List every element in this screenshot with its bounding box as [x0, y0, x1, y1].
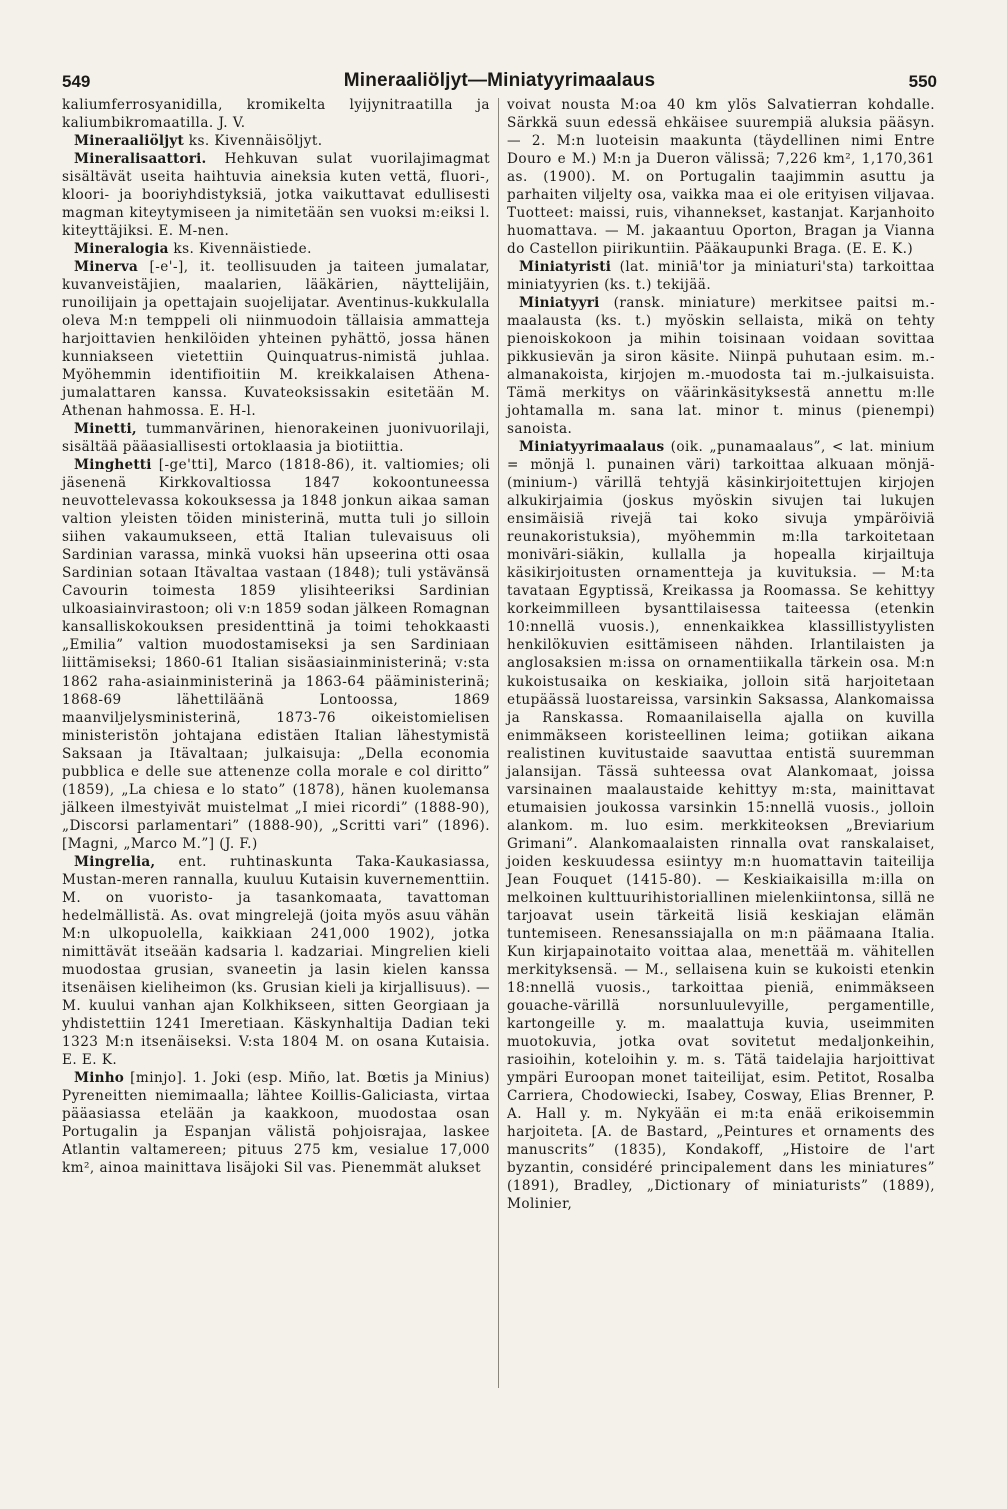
- entry-headword: Mineralogia: [74, 241, 169, 258]
- entry-body: [-ge'tti], Marco (1818-86), it. valtiomies; oli jäsenenä Kirkkovaltiossa 1847 kokoontuneessa neuvottelevassa kokouksessa ja 1848 jonkun aikaa saman valtion yleisten töiden ministerinä, mutta tuli jo silloin siihen vakaumukseen, että Italian tulevaisuus oli Sardinian varassa, minkä vuoksi hän upseerina otti osaa Sardinian sotaan Itävaltaa vastaan (1848); tuli ystävänsä Cavourin toimesta 1859 ylisihteeriksi Sardinian ulkoasiainvirastoon; oli v:n 1859 sodan jälkeen Romagnan kansalliskokouksen presidenttinä ja toimi tehokkaasti „Emilia” valtion muodostamiseksi ja sen Sardiniaan liittämiseksi; 1860-61 Italian sisäasiainministerinä; v:sta 1862 raha-asiainministerinä ja 1863-64 pääministerinä; 1868-69 lähettiläänä Lontoossa, 1869 maanviljelysministerinä, 1873-76 oikeistomielisen ministeristön johtajana edistäen Italian lähestymistä Saksaan ja Itävaltaan; julkaisuja: „Della economia pubblica e delle sue attenenze colla morale e col diritto” (1859), „La chiesa e lo stato” (1878), hänen kuolemansa jälkeen ilmestyivät muistelmat „I miei ricordi” (1888-90), „Discorsi parlamentari” (1888-90), „Scritti vari” (1896). [Magni, „Marco M.”] (J. F.): [62, 457, 490, 852]
- entry-headword: Mingrelia,: [74, 853, 156, 870]
- dictionary-entry: [62, 1069, 490, 1177]
- dictionary-entry: [62, 420, 490, 456]
- entry-headword: Miniatyristi: [519, 259, 612, 276]
- entry-body: Hehkuvan sulat vuorilajimagmat sisältävät useita haihtuvia aineksia kuten vettä, fluori-, kloori- ja booriyhdistyksiä, jotka vaikuttavat edullisesti magman kiteytymiseen ja nimitetään sen vuoksi m:eiksi l. kiteyttäjiksi. E. M-nen.: [62, 151, 491, 240]
- page-number-left: 549: [62, 72, 91, 91]
- entry-body: ks. Kivennäistiede.: [173, 241, 312, 258]
- running-head-title: Mineraaliöljyt—Miniatyyrimaalaus: [343, 70, 656, 91]
- entry-body: kaliumferrosyanidilla, kromikelta lyijynitraatilla ja kaliumbikromaatilla. J. V.: [62, 97, 490, 132]
- dictionary-entry: [507, 258, 935, 294]
- dictionary-entry: [507, 96, 935, 258]
- entry-headword: Miniatyyrimaalaus: [519, 439, 665, 456]
- entry-body: (lat. miniā'tor ja miniaturi'sta) tarkoittaa miniatyyrien (ks. t.) tekijää.: [507, 259, 935, 294]
- dictionary-entry: [62, 132, 490, 150]
- entry-headword: Mineralisaattori.: [74, 151, 207, 168]
- entry-headword: Miniatyyri: [519, 295, 600, 312]
- entry-headword: Minghetti: [74, 457, 152, 474]
- dictionary-entry: [62, 150, 490, 240]
- entry-headword: Minetti,: [74, 421, 137, 438]
- entry-body: tummanvärinen, hienorakeinen juonivuorilaji, sisältää pääasiallisesti ortoklaasia ja biotiittia.: [62, 421, 490, 456]
- dictionary-entry: [62, 853, 490, 1069]
- entry-body: [minjo]. 1. Joki (esp. Miño, lat. Bœtis ja Minius) Pyreneitten niemimaalla; lähtee Koillis-Galiciasta, virtaa pääasiassa etelään ja kaakkoon, muodostaa osan Portugalin ja Espanjan välistä pohjoisrajaa, laskee Atlantin valtamereen; pituus 275 km, vesialue 17,000 km², ainoa mainittava lisäjoki Sil vas. Pienemmät alukset: [62, 1069, 490, 1176]
- left-column: [62, 96, 490, 1388]
- dictionary-entry: [62, 240, 490, 258]
- dictionary-entry: [62, 96, 490, 132]
- entry-headword: Minho: [74, 1069, 125, 1086]
- entry-body: (oik. „punamaalaus”, < lat. minium = mönjä l. punainen väri) tarkoittaa alkuaan mönjä- (minium-) värillä tehtyjä käsinkirjoitettujen kirjojen alkukirjaimia (joskus myöskin sivujen tai lukujen ensimäisiä rivejä tai koko sivuja ympäröiviä reunakoristuksia), myöhemmin m:lla tarkoitetaan moniväri-siäkin, kullalla ja hopealla kirjailtuja käsikirjoitusten ornamentteja ja kuvituksia. — M:ta tavataan Egyptissä, Kreikassa ja Roomassa. Se kehittyy korkeimmilleen bysanttilaisessa taiteessa (etenkin 10:nnellä vuosis.), ennenkaikkea klassillistyylisten henkilökuvien esittämiseen nähden. Irlantilaisten ja anglosaksien m:issa on ornamentiikalla tärkein osa. M:n kukoistusaika on keskiaika, jolloin sitä harjoitetaan etupäässä luostareissa, varsinkin Saksassa, Alankomaissa ja Ranskassa. Romaanilaisella ajalla on kuvilla enimmäkseen koristeellinen leima; gotiikan aikana realistinen kuvitustaide saavuttaa entistä suuremman jalansijan. Tässä suhteessa ovat Alankomaat, joissa varsinainen maalaustaide kehittyy m:sta, mainittavat etumaisien joukossa varsinkin 15:nnellä vuosis., jolloin alankom. m. luo esim. merkkiteoksen „Breviarium Grimani”. Alankomaalaisten rinnalla ovat ranskalaiset, joiden keskuudessa esiintyy m:n huomattavin taiteilija Jean Fouquet (1415-80). — Keskiaikaisilla m:illa on melkoinen kulttuurihistoriallinen mielenkiintonsa, sillä ne tarjoavat usein tärkeitä lisiä keskiajan elämän tuntemiseen. Renesanssiajalla on m:n päämaana Italia. Kun kirjapainotaito voittaa alaa, menettää m. vähitellen merkityksensä. — M., sellaisena kuin se kukoisti etenkin 18:nnellä vuosis., tarkoittaa pieniä, enimmäkseen gouache-värillä norsunluulevyille, pergamentille, kartongeille y. m. maalattuja kuvia, useimmiten muotokuvia, jotka ovat sovitetut medaljonkeihin, rasioihin, koteloihin y. m. s. Tätä taidelajia harjoittivat ympäri Euroopan monet taiteilijat, esim. Petitot, Rosalba Carriera, Chodowiecki, Isabey, Cosway, Elias Brenner, P. A. Hall y. m. Nykyään ei m:ta enää erikoisemmin harjoiteta. [A. de Bastard, „Peintures et ornaments des manuscrits” (1835), Kondakoff, „Histoire de l'art byzantin, considéré principalement dans les miniatures” (1891), Bradley, „Dictionary of miniaturists” (1889), Molinier,: [507, 439, 935, 1212]
- column-divider: [498, 98, 499, 1388]
- dictionary-entry: [507, 438, 935, 1213]
- page-number-right: 550: [908, 72, 937, 91]
- entry-body: voivat nousta M:oa 40 km ylös Salvatierran kohdalle. Särkkä suun edessä ehkäisee suurempiä aluksia pääsyn. — 2. M:n luoteisin maakunta (täydellinen nimi Entre Douro e M.) M:n ja Dueron välissä; 7,226 km², 1,170,361 as. (1900). M. on Portugalin taajimmin asuttu ja parhaiten viljelty osa, vaikka maa ei ole erityisen viljavaa. Tuotteet: maissi, ruis, vihannekset, kastanjat. Karjanhoito huomattava. — M. jakaantuu Oporton, Bragan ja Vianna do Castellon piirikuntiin. Pääkaupunki Braga. (E. E. K.): [507, 97, 935, 258]
- dictionary-entry: [62, 456, 490, 852]
- entry-headword: Minerva: [74, 259, 139, 276]
- text-columns: [62, 96, 935, 1388]
- entry-body: ks. Kivennäisöljyt.: [188, 133, 323, 150]
- right-column: [507, 96, 935, 1388]
- entry-headword: Mineraaliöljyt: [74, 133, 184, 150]
- dictionary-entry: [62, 258, 490, 420]
- dictionary-entry: [507, 294, 935, 438]
- entry-body: ent. ruhtinaskunta Taka-Kaukasiassa, Mustan-meren rannalla, kuuluu Kutaisin kuvernementtiin. M. on vuoristo- ja tasankomaata, tavattoman hedelmällistä. As. ovat mingrelejä (joita myös asuu vähän M:n ulkopuolella, kaikkiaan 241,000 1902), jotka nimittävät itseään kadsaria l. kadzariai. Mingrelien kieli muodostaa grusian, svaneetin ja lasin kielen kanssa itsenäisen kieliheimon (ks. Grusian kieli ja kirjallisuus). — M. kuului vanhan ajan Kolkhikseen, sitten Georgiaan ja yhdistettiin 1241 Imeretiaan. Käskynhaltija Dadian teki 1323 M:n itsenäiseksi. V:sta 1804 M. on osana Kutaisia. E. E. K.: [62, 853, 490, 1068]
- entry-body: [-e'-], it. teollisuuden ja taiteen jumalatar, kuvanveistäjien, maalarien, lääkärien, näyttelijäin, runoilijain ja opettajain suojelijatar. Aventinus-kukkulalla oleva M:n temppeli oli niinmuodoin tällaisia ammatteja harjoittavien henkilöiden yhteinen pyhättö, jossa hänen kunniakseen vietettiin Quinquatrus-nimistä juhlaa. Myöhemmin identifioitiin M. kreikkalaisen Athena-jumalattaren kanssa. Kuvateoksissakin esitetään M. Athenan hahmossa. E. H-l.: [62, 259, 491, 420]
- entry-body: (ransk. miniature) merkitsee paitsi m.-maalausta (ks. t.) myöskin sellaista, mikä on tehty pienoiskokoon ja mihin toisinaan voidaan sovittaa pikkusievän ja siron käsite. Niinpä puhutaan esim. m.-almanakoista, kirjojen m.-muodosta tai m.-julkaisuista. Tämä merkitys on väärinkäsityksestä annettu m:lle johtamalla m. sana lat. minor t. minus (pienempi) sanoista.: [507, 295, 935, 438]
- page-header: [62, 62, 937, 92]
